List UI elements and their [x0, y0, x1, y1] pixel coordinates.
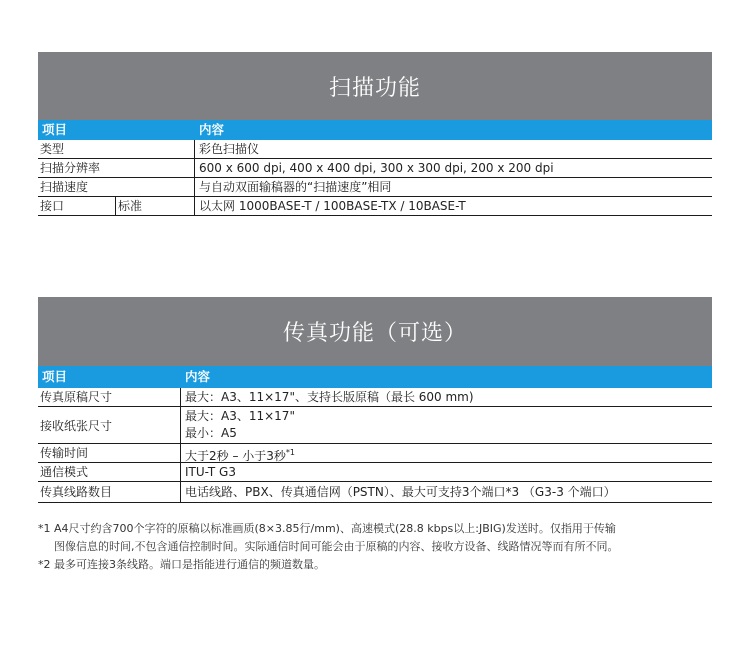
table-row	[38, 140, 712, 159]
footnote-line: A4尺寸约含700个字符的原稿以标准画质(8×3.85行/mm)、高速模式(28.8 kbps以上:JBIG)发送时。仅指用于传输	[54, 522, 616, 535]
footnote-ref: *1	[285, 448, 295, 457]
table-row	[38, 159, 712, 178]
interface-cell	[38, 197, 195, 215]
fax-section	[38, 297, 712, 503]
footnote-line: 图像信息的时间,不包含通信控制时间。实际通信时间可能会由于原稿的内容、接收方设备、线路情况等而有所不同。	[54, 540, 619, 553]
footnote	[38, 556, 718, 574]
table-row	[38, 482, 712, 503]
row-value	[181, 444, 295, 462]
header-item: 项目	[42, 369, 68, 384]
table-row	[38, 178, 712, 197]
header-item: 项目	[42, 122, 68, 137]
row-label: 传真原稿尺寸	[38, 388, 181, 406]
footnote	[38, 520, 718, 556]
row-label: 传输时间	[38, 444, 181, 462]
footnote-text	[54, 520, 619, 556]
footnote-mark: *1	[38, 522, 51, 535]
row-label: 传真线路数目	[38, 482, 181, 502]
row-label: 通信模式	[38, 463, 181, 481]
table-row	[38, 407, 712, 444]
scan-section	[38, 52, 712, 216]
row-label: 扫描速度	[38, 178, 195, 196]
header-content: 内容	[185, 369, 211, 384]
row-label: 扫描分辨率	[38, 159, 195, 177]
row-sublabel: 标准	[118, 199, 143, 213]
row-value-text: 大于2秒 – 小于3秒	[185, 449, 286, 463]
table-row	[38, 444, 712, 463]
scan-title: 扫描功能	[38, 52, 712, 120]
row-label: 类型	[38, 140, 195, 158]
table-row	[38, 463, 712, 482]
row-value-line: 最大：A3、11×17"	[185, 409, 295, 423]
footnotes	[38, 520, 718, 574]
row-label: 接口	[38, 197, 116, 215]
row-value: 以太网 1000BASE-T / 100BASE-TX / 10BASE-T	[199, 199, 466, 213]
scan-table-header	[38, 120, 712, 140]
table-row	[38, 197, 712, 216]
footnote-mark: *2	[38, 558, 51, 571]
footnote-line: 最多可连接3条线路。端口是指能进行通信的频道数量。	[54, 558, 325, 571]
row-value: ITU-T G3	[185, 465, 236, 479]
row-value: 最大：A3、11×17"、支持长版原稿（最长 600 mm)	[185, 390, 474, 404]
fax-title: 传真功能（可选）	[38, 297, 712, 366]
row-value: 电话线路、PBX、传真通信网（PSTN）、最大可支持3个端口*3 （G3-3 个端口）	[185, 485, 616, 499]
row-value-line: 最小：A5	[185, 426, 237, 440]
row-value: 600 x 600 dpi, 400 x 400 dpi, 300 x 300 dpi, 200 x 200 dpi	[199, 161, 554, 175]
row-value: 彩色扫描仪	[199, 142, 260, 156]
header-content: 内容	[199, 122, 225, 137]
row-value	[181, 407, 295, 443]
table-row	[38, 388, 712, 407]
fax-table-header	[38, 366, 712, 388]
row-value: 与自动双面输稿器的“扫描速度”相同	[199, 180, 392, 194]
row-label: 接收纸张尺寸	[38, 407, 181, 443]
